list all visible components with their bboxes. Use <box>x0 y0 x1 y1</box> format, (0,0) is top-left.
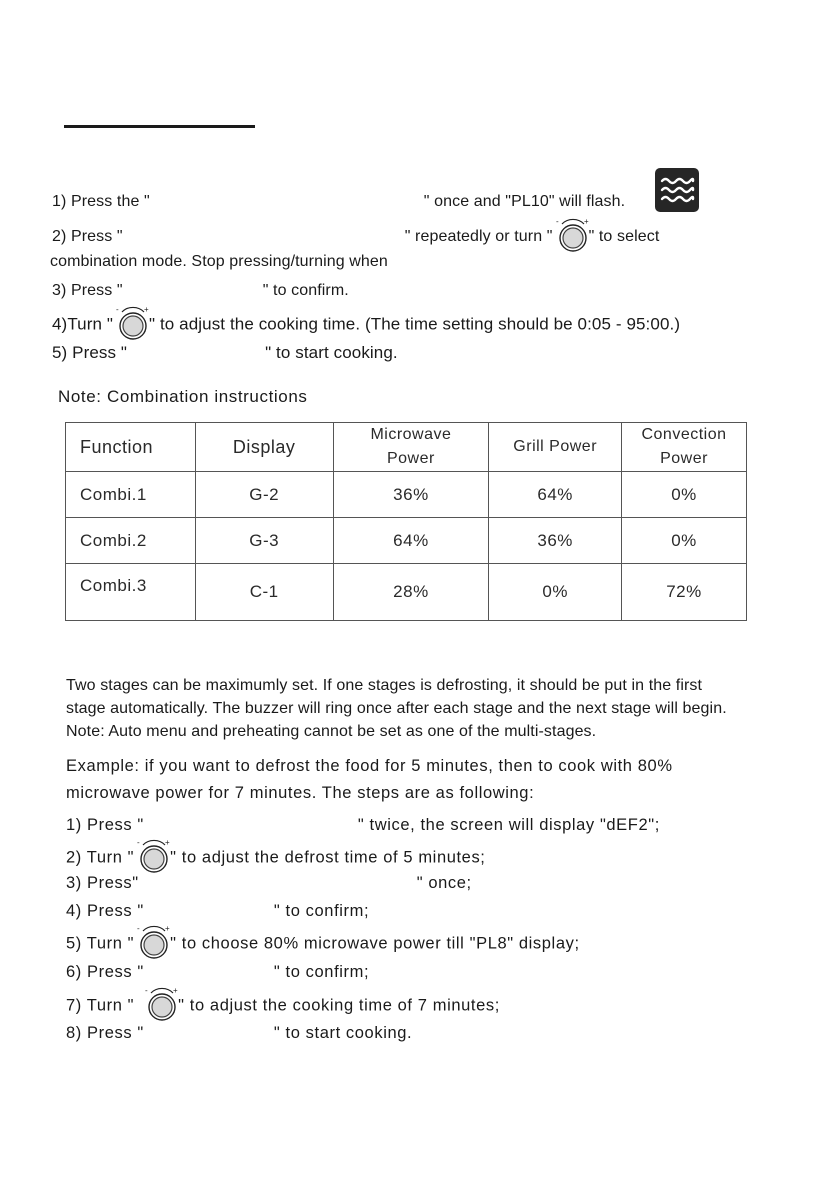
ms-step-8 <box>66 1022 412 1044</box>
header-microwave-power <box>333 423 489 472</box>
dial-knob-icon <box>555 217 589 252</box>
ms-step-1 <box>66 814 660 836</box>
note-title: Note: Combination instructions <box>58 387 308 406</box>
ms-step-1-pre: 1) Press " <box>66 816 144 834</box>
ms-step-7 <box>66 986 500 1021</box>
dial-knob-icon <box>145 986 179 1021</box>
step-2-mid: " repeatedly or turn " <box>404 228 553 246</box>
svg-text:+: + <box>173 986 179 995</box>
example-line-2: microwave power for 7 minutes. The steps are as following: <box>66 784 535 802</box>
cell-microwave: 28% <box>333 564 489 621</box>
svg-text:-: - <box>137 838 141 847</box>
step-3 <box>52 281 349 301</box>
ms-step-6 <box>66 961 369 983</box>
svg-text:-: - <box>116 305 119 314</box>
ms-step-2-pre: 2) Turn " <box>66 848 135 867</box>
ms-step-3-pre: 3) Press" <box>66 874 139 892</box>
cell-microwave: 36% <box>333 472 489 518</box>
multistage-note: Note: Auto menu and preheating cannot be set as one of the multi-stages. <box>66 723 597 740</box>
cell-display: G-3 <box>195 518 333 564</box>
cell-grill: 36% <box>489 518 622 564</box>
ms-step-4 <box>66 900 369 922</box>
step-5 <box>52 343 398 363</box>
step-3-post: " to confirm. <box>262 282 349 299</box>
header-grill-power: Grill Power <box>489 423 622 472</box>
cell-convection: 72% <box>621 564 746 621</box>
multistage-intro-1: Two stages can be maximumly set. If one stages is defrosting, it should be put in the first <box>66 677 703 694</box>
ms-step-2 <box>66 838 486 873</box>
cell-convection: 0% <box>621 472 746 518</box>
table-header-row <box>66 423 747 472</box>
dial-knob-icon <box>137 924 171 959</box>
cell-microwave: 64% <box>333 518 489 564</box>
ms-step-4-post: " to confirm; <box>273 902 370 920</box>
cell-display: C-1 <box>195 564 333 621</box>
table-row <box>66 564 747 621</box>
step-3-pre: 3) Press " <box>52 282 123 299</box>
multistage-intro-2: stage automatically. The buzzer will ring once after each stage and the next stage will begin. <box>66 700 727 717</box>
step-2-pre: 2) Press " <box>52 228 123 246</box>
ms-step-5 <box>66 924 580 959</box>
step-4 <box>52 305 681 340</box>
header-function: Function <box>66 423 196 472</box>
cell-convection: 0% <box>621 518 746 564</box>
step-1-pre: 1) Press the " <box>52 193 150 210</box>
step-5-post: " to start cooking. <box>265 343 398 362</box>
header-microwave-power-text: Microwave Power <box>370 426 452 467</box>
step-2-continued-text: combination mode. Stop pressing/turning when <box>50 253 388 270</box>
ms-step-4-pre: 4) Press " <box>66 902 144 920</box>
step-2 <box>52 217 660 252</box>
ms-step-6-post: " to confirm; <box>273 963 370 981</box>
step-2-continued <box>50 252 388 272</box>
cell-display: G-2 <box>195 472 333 518</box>
cell-grill: 64% <box>489 472 622 518</box>
dial-knob-icon <box>116 305 149 340</box>
dial-knob-icon <box>137 838 171 873</box>
step-1 <box>52 192 625 212</box>
svg-text:-: - <box>137 924 141 933</box>
svg-text:+: + <box>165 838 171 847</box>
ms-step-6-pre: 6) Press " <box>66 963 144 981</box>
ms-step-8-pre: 8) Press " <box>66 1024 144 1042</box>
step-5-pre: 5) Press " <box>52 343 128 362</box>
example-line-1: Example: if you want to defrost the food for 5 minutes, then to cook with 80% <box>66 757 673 775</box>
cell-function: Combi.2 <box>66 518 196 564</box>
table-row <box>66 518 747 564</box>
combination-table <box>65 422 747 621</box>
ms-step-8-post: " to start cooking. <box>273 1024 413 1042</box>
svg-text:+: + <box>165 924 171 933</box>
ms-step-1-post: " twice, the screen will display "dEF2"; <box>357 816 660 834</box>
header-convection-power-text: Convection Power <box>641 426 727 467</box>
svg-text:-: - <box>555 217 559 226</box>
ms-step-5-post: " to choose 80% microwave power till "PL8" display; <box>170 934 580 953</box>
step-2-post: " to select <box>588 228 660 246</box>
section-heading-underline <box>64 125 255 128</box>
ms-step-3-post: " once; <box>416 874 472 892</box>
cell-function: Combi.1 <box>66 472 196 518</box>
cell-function: Combi.3 <box>66 564 196 621</box>
svg-text:-: - <box>145 986 149 995</box>
ms-step-7-post: " to adjust the cooking time of 7 minutes; <box>178 996 500 1015</box>
step-4-pre: 4)Turn " <box>52 314 113 334</box>
ms-step-5-pre: 5) Turn " <box>66 934 135 953</box>
step-4-post: " to adjust the cooking time. (The time setting should be 0:05 - 95:00.) <box>149 314 681 334</box>
header-display: Display <box>195 423 333 472</box>
table-row <box>66 472 747 518</box>
svg-text:+: + <box>583 217 589 226</box>
ms-step-7-pre: 7) Turn " <box>66 996 135 1015</box>
svg-text:+: + <box>144 305 149 314</box>
microwave-waves-icon <box>655 168 699 212</box>
ms-step-2-post: " to adjust the defrost time of 5 minutes; <box>170 848 486 867</box>
ms-step-3 <box>66 872 472 894</box>
header-convection-power <box>621 423 746 472</box>
cell-grill: 0% <box>489 564 622 621</box>
step-1-post: " once and "PL10" will flash. <box>423 193 626 210</box>
